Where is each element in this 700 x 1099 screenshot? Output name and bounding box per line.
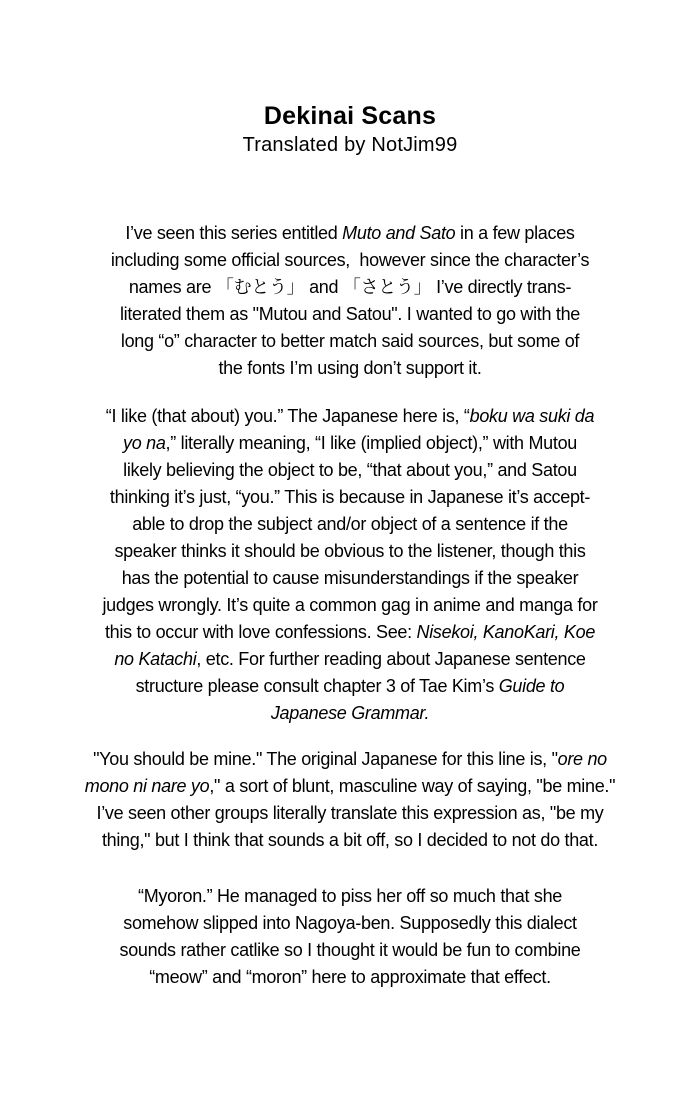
text-line: likely believing the object to be, “that about you,” and Satou <box>123 460 577 480</box>
page-title: Dekinai Scans <box>263 102 437 130</box>
paragraph <box>0 746 700 854</box>
notes-paragraphs <box>0 220 700 991</box>
text-line: I’ve seen other groups literally translate this expression as, "be my <box>96 803 604 823</box>
text-line: long “o” character to better match said sources, but some of <box>120 331 580 351</box>
text-line: including some official sources, however since the character’s <box>110 250 590 270</box>
text-line: I’ve seen this series entitled Muto and Sato in a few places <box>125 223 575 243</box>
text-line: mono ni nare yo," a sort of blunt, masculine way of saying, "be mine." <box>84 776 616 796</box>
text-line: somehow slipped into Nagoya-ben. Supposedly this dialect <box>123 913 577 933</box>
text-line: thing," but I think that sounds a bit off, so I decided to not do that. <box>101 830 599 850</box>
text-line: yo na,” literally meaning, “I like (implied object),” with Mutou <box>123 433 577 453</box>
text-line: “meow” and “moron” here to approximate that effect. <box>149 967 551 987</box>
text-line: the fonts I’m using don’t support it. <box>218 358 482 378</box>
paragraph <box>0 403 700 727</box>
text-line: has the potential to cause misunderstandings if the speaker <box>121 568 579 588</box>
paragraph <box>0 220 700 382</box>
text-line: this to occur with love confessions. See: Nisekoi, KanoKari, Koe <box>104 622 596 642</box>
page-subtitle: Translated by NotJim99 <box>242 134 458 156</box>
text-line: “I like (that about) you.” The Japanese here is, “boku wa suki da <box>105 406 595 426</box>
paragraph <box>0 883 700 991</box>
text-line: thinking it’s just, “you.” This is because in Japanese it’s accept- <box>109 487 591 507</box>
text-line: literated them as "Mutou and Satou". I wanted to go with the <box>119 304 581 324</box>
text-line: "You should be mine." The original Japanese for this line is, "ore no <box>93 749 607 769</box>
text-line: able to drop the subject and/or object of a sentence if the <box>132 514 568 534</box>
text-line: names are 「むとう」 and 「さとう」 I’ve directly trans- <box>128 277 572 297</box>
text-line: speaker thinks it should be obvious to the listener, though this <box>114 541 586 561</box>
text-line: Japanese Grammar. <box>270 703 430 723</box>
text-line: no Katachi, etc. For further reading about Japanese sentence <box>114 649 586 669</box>
text-line: sounds rather catlike so I thought it would be fun to combine <box>119 940 581 960</box>
text-line: structure please consult chapter 3 of Tae Kim’s Guide to <box>135 676 565 696</box>
text-line: judges wrongly. It’s quite a common gag in anime and manga for <box>102 595 598 615</box>
text-line: “Myoron.” He managed to piss her off so much that she <box>138 886 562 906</box>
